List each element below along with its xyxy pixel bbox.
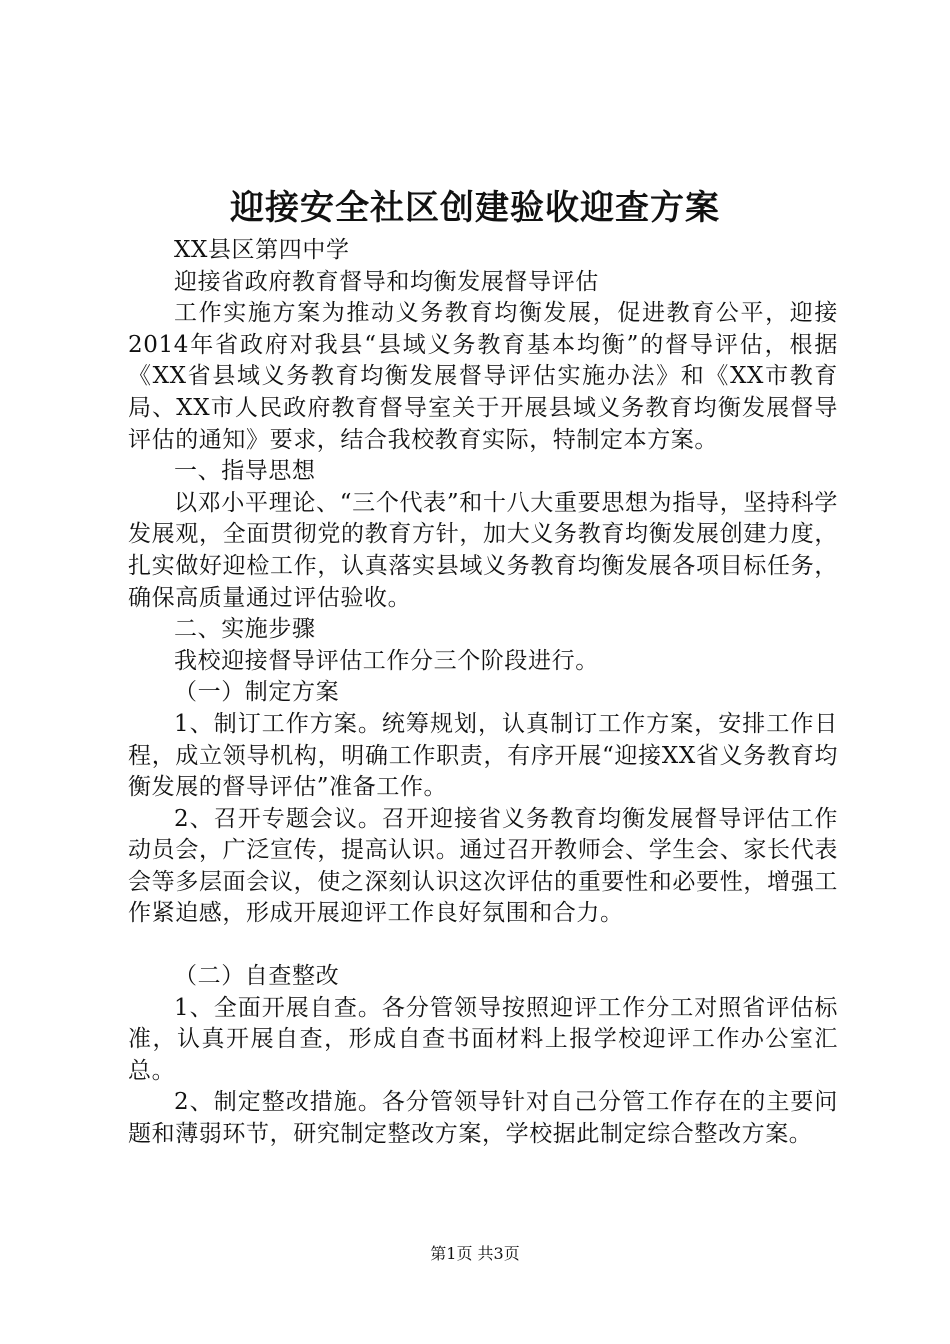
document-title: 迎接安全社区创建验收迎查方案 <box>230 188 720 228</box>
paragraph-plan-item-2: 2、召开专题会议。召开迎接省义务教育均衡发展督导评估工作动员会，广泛宣传，提高认识。通过召开教师会、学生会、家长代表会等多层面会议，使之深刻认识这次评估的重要性和必要性，增强工作紧迫感，形成开展迎评工作良好氛围和合力。 <box>128 805 838 927</box>
page-number: 第1页 共3页 <box>430 1244 520 1263</box>
paragraph-self-check-item-2: 2、制定整改措施。各分管领导针对自己分管工作存在的主要问题和薄弱环节，研究制定整改方案，学校据此制定综合整改方案。 <box>128 1089 838 1148</box>
paragraph-school-name: XX县区第四中学 <box>174 237 350 263</box>
paragraph-three-stages: 我校迎接督导评估工作分三个阶段进行。 <box>174 647 599 674</box>
heading-implementation-steps: 二、实施步骤 <box>174 616 316 643</box>
heading-guiding-thought: 一、指导思想 <box>174 458 316 485</box>
heading-self-check: （二）自查整改 <box>174 963 340 990</box>
paragraph-self-check-item-1: 1、全面开展自查。各分管领导按照迎评工作分工对照省评估标准，认真开展自查，形成自查书面材料上报学校迎评工作办公室汇总。 <box>128 994 838 1084</box>
paragraph-guiding-thought: 以邓小平理论、“三个代表”和十八大重要思想为指导，坚持科学发展观，全面贯彻党的教育方针，加大义务教育均衡发展创建力度，扎实做好迎检工作，认真落实县域义务教育均衡发展各项目标任务，确保高质量通过评估验收。 <box>128 489 838 611</box>
document-body <box>128 235 838 1151</box>
paragraph-intro: 工作实施方案为推动义务教育均衡发展，促进教育公平，迎接2014年省政府对我县“县域义务教育基本均衡”的督导评估，根据《XX省县域义务教育均衡发展督导评估实施办法》和《XX市教育局、XX市人民政府教育督导室关于开展县域义务教育均衡发展督导评估的通知》要求，结合我校教育实际，特制定本方案。 <box>128 300 838 453</box>
paragraph-plan-item-1: 1、制订工作方案。统筹规划，认真制订工作方案，安排工作日程，成立领导机构，明确工作职责，有序开展“迎接XX省义务教育均衡发展的督导评估”准备工作。 <box>128 710 838 801</box>
heading-make-plan: （一）制定方案 <box>174 679 340 706</box>
paragraph-subtitle: 迎接省政府教育督导和均衡发展督导评估 <box>174 268 599 295</box>
